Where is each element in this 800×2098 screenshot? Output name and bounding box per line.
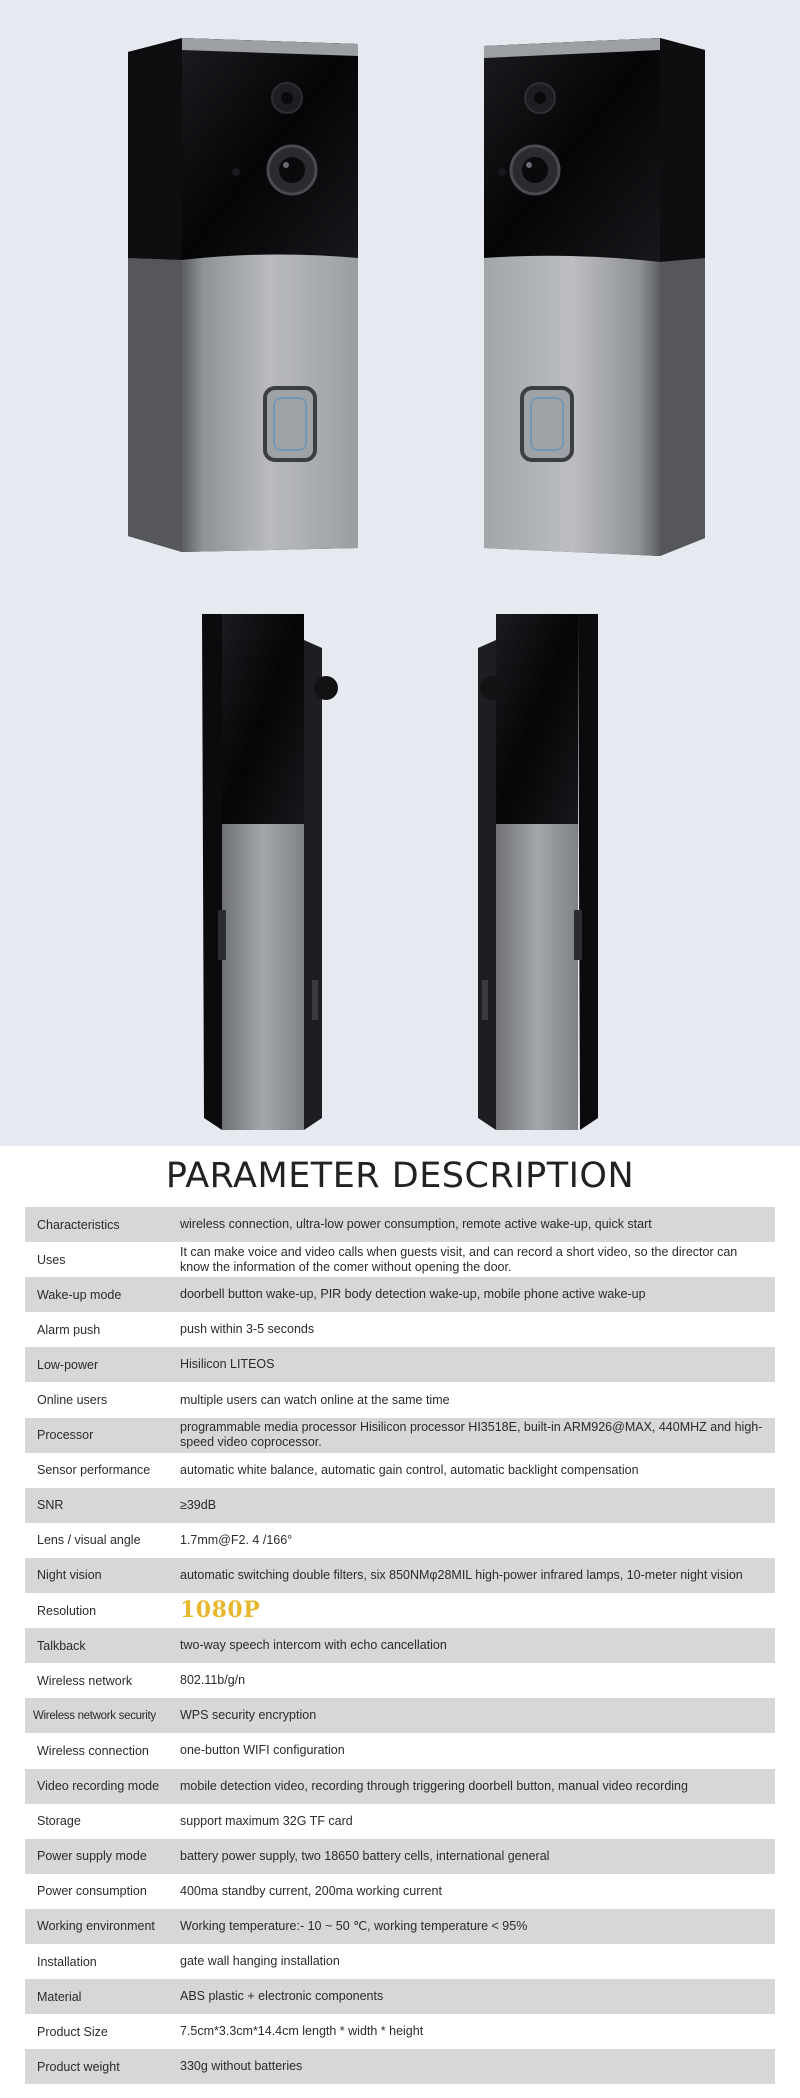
param-label: Material [37, 1989, 82, 2004]
param-row-night-vision [25, 1558, 775, 1593]
param-label: Wireless network [37, 1673, 133, 1688]
param-value: mobile detection video, recording through triggering doorbell button, manual video recording [180, 1778, 688, 1793]
doorbell-side-view-left [202, 614, 338, 1130]
param-label: Uses [37, 1252, 66, 1267]
param-label: Power supply mode [37, 1849, 147, 1864]
parameter-table [25, 1207, 775, 2084]
param-label: Storage [37, 1814, 81, 1829]
param-label: Installation [37, 1954, 97, 1969]
param-value: push within 3-5 seconds [180, 1322, 315, 1337]
param-label: Lens / visual angle [37, 1533, 141, 1548]
doorbell-front-view-left [128, 38, 358, 552]
param-value: two-way speech intercom with echo cancellation [180, 1638, 447, 1653]
param-value: automatic switching double filters, six 850NMφ28MIL high-power infrared lamps, 10-meter night vision [180, 1567, 743, 1582]
param-label: Low-power [37, 1357, 99, 1372]
param-value: battery power supply, two 18650 battery cells, international general [180, 1848, 550, 1863]
param-value: programmable media processor Hisilicon processor HI3518E, built-in ARM926@MAX, 440MHZ and high-speed video coprocessor. [180, 1420, 763, 1450]
param-value: support maximum 32G TF card [180, 1813, 353, 1828]
param-value: gate wall hanging installation [180, 1954, 340, 1969]
param-label: Working environment [37, 1919, 155, 1934]
param-value: automatic white balance, automatic gain control, automatic backlight compensation [180, 1462, 639, 1477]
param-row-uses [25, 1242, 775, 1277]
param-label: Processor [37, 1428, 94, 1443]
param-value: multiple users can watch online at the same time [180, 1392, 450, 1407]
param-row-talkback [25, 1628, 775, 1663]
param-row-power-consumption [25, 1874, 775, 1909]
param-row-product-size [25, 2014, 775, 2049]
param-row-lens-visual-angle [25, 1523, 775, 1558]
param-row-wake-up-mode [25, 1277, 775, 1312]
param-row-processor [25, 1418, 775, 1453]
param-row-wireless-network-security [25, 1698, 775, 1733]
param-row-low-power [25, 1347, 775, 1382]
param-value: doorbell button wake-up, PIR body detection wake-up, mobile phone active wake-up [180, 1287, 646, 1302]
param-row-material [25, 1979, 775, 2014]
param-row-video-recording-mode [25, 1769, 775, 1804]
param-label: Product weight [37, 2059, 120, 2074]
param-value: WPS security encryption [180, 1708, 317, 1723]
param-value: It can make voice and video calls when guests visit, and can record a short video, so the director can know the information of the comer without opening the door. [180, 1244, 738, 1274]
param-row-resolution [25, 1593, 775, 1628]
param-row-characteristics [25, 1207, 775, 1242]
param-label: Characteristics [37, 1217, 120, 1232]
param-label: Power consumption [37, 1884, 147, 1899]
param-row-wireless-connection [25, 1733, 775, 1768]
param-label: Wireless network security [33, 1709, 156, 1722]
param-row-sensor-performance [25, 1453, 775, 1488]
param-value: 802.11b/g/n [180, 1673, 246, 1688]
param-row-product-weight [25, 2049, 775, 2084]
param-value: Working temperature:- 10 ~ 50 ℃, working temperature < 95% [180, 1918, 528, 1933]
param-row-online-users [25, 1382, 775, 1417]
param-value: 330g without batteries [180, 2059, 303, 2074]
param-row-working-environment [25, 1909, 775, 1944]
doorbell-front-view-right [484, 38, 705, 556]
param-label: Wake-up mode [37, 1287, 122, 1302]
param-row-power-supply-mode [25, 1839, 775, 1874]
doorbell-side-view-right [478, 614, 598, 1130]
param-value: Hisilicon LITEOS [180, 1357, 275, 1372]
param-value: ABS plastic + electronic components [180, 1989, 384, 2004]
page-title: PARAMETER DESCRIPTION [165, 1156, 635, 1196]
param-row-wireless-network [25, 1663, 775, 1698]
param-label: Alarm push [37, 1322, 101, 1337]
param-value: 7.5cm*3.3cm*14.4cm length * width * height [180, 2024, 424, 2039]
param-value: ≥39dB [180, 1497, 217, 1512]
param-label: Talkback [37, 1638, 86, 1653]
param-label: Product Size [37, 2024, 108, 2039]
param-row-installation [25, 1944, 775, 1979]
resolution-highlight: 1080P [180, 1597, 261, 1624]
param-label: Wireless connection [37, 1743, 149, 1758]
param-value: 400ma standby current, 200ma working current [180, 1883, 442, 1898]
param-label: Night vision [37, 1568, 102, 1583]
param-label: Resolution [37, 1603, 97, 1618]
param-label: Online users [37, 1393, 108, 1408]
param-row-alarm-push [25, 1312, 775, 1347]
param-label: Video recording mode [37, 1779, 160, 1794]
param-value: wireless connection, ultra-low power consumption, remote active wake-up, quick start [180, 1217, 652, 1232]
param-label: SNR [37, 1498, 64, 1513]
param-row-snr [25, 1488, 775, 1523]
param-row-storage [25, 1804, 775, 1839]
param-label: Sensor performance [37, 1463, 151, 1478]
param-value: 1.7mm@F2. 4 /166° [180, 1532, 293, 1547]
param-value: one-button WIFI configuration [180, 1743, 345, 1758]
